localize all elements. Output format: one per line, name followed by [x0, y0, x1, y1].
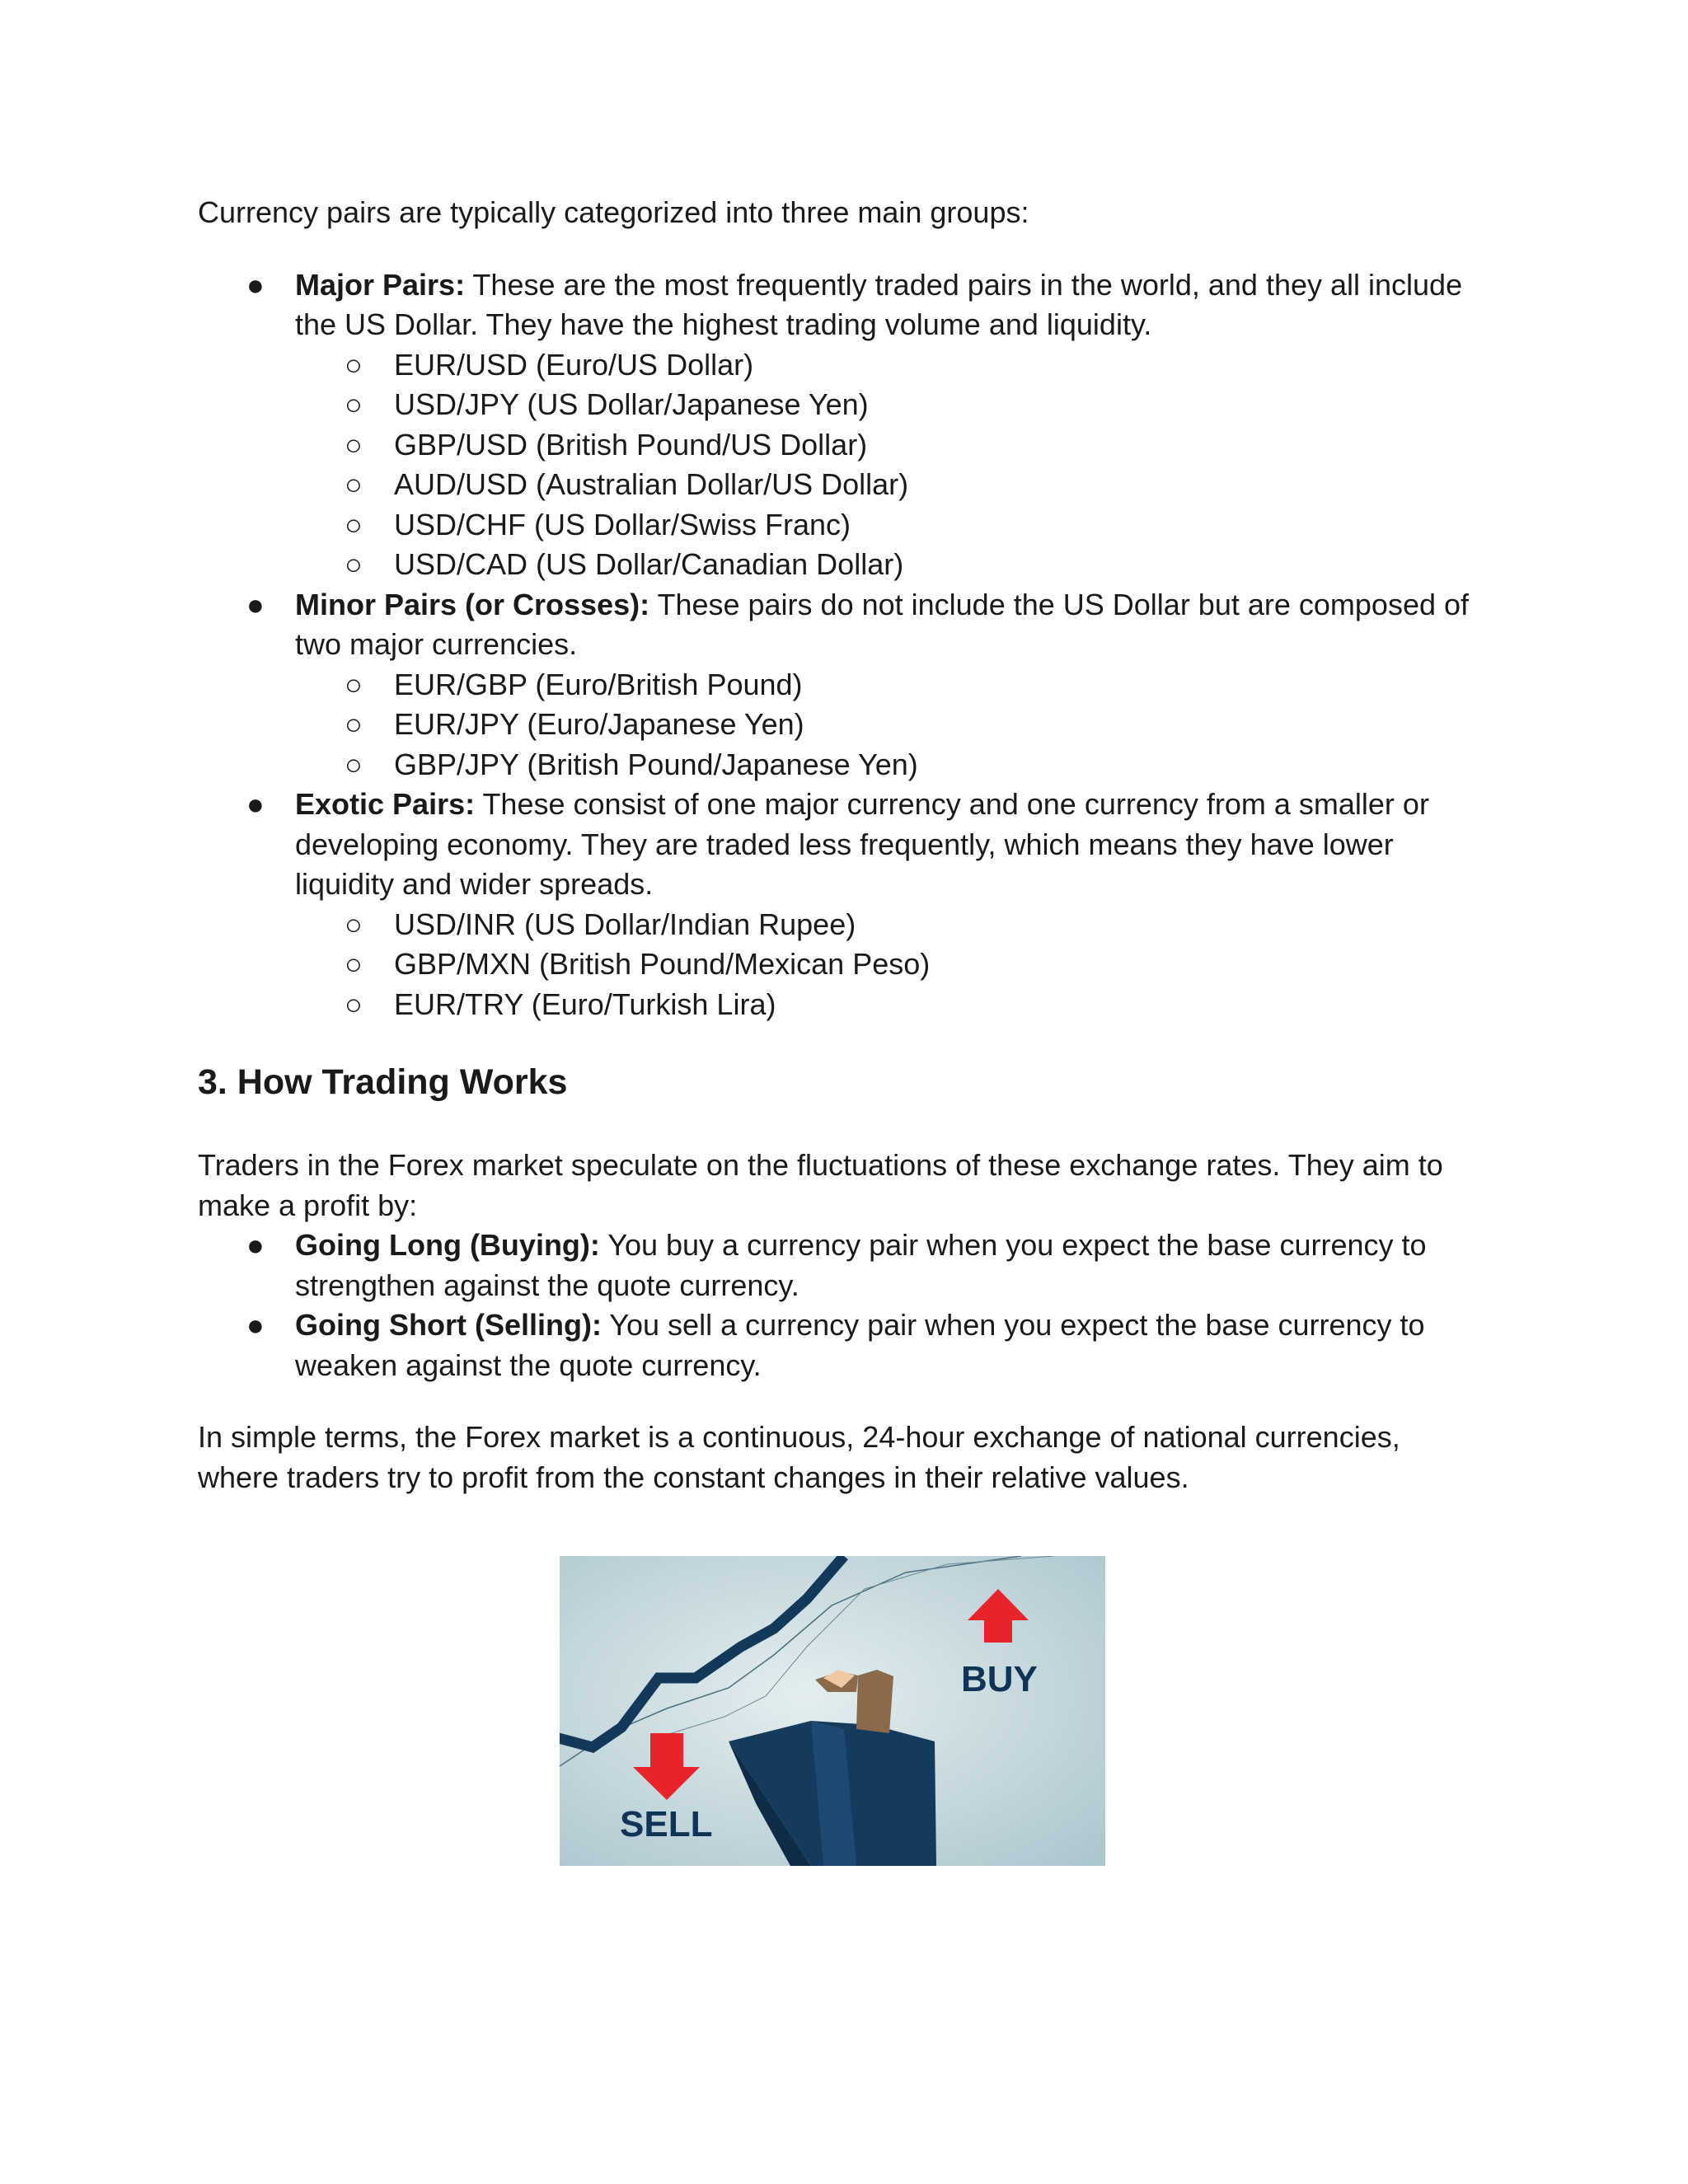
- list-item: [295, 944, 1484, 985]
- figure-head: [856, 1670, 893, 1733]
- pair-label: GBP/MXN (British Pound/Mexican Peso): [394, 947, 931, 981]
- list-item-text: These pairs do not include the US Dollar but are composed of two major currencies.: [295, 587, 1470, 661]
- bullet-glyph: ●: [246, 1308, 265, 1342]
- circle-bullet: ○: [345, 707, 363, 741]
- list-item: [295, 985, 1484, 1025]
- list-item: [295, 385, 1484, 425]
- list-item-title: Exotic Pairs:: [295, 787, 476, 821]
- list-item: [295, 665, 1484, 705]
- pair-label: USD/CHF (US Dollar/Swiss Franc): [394, 507, 851, 541]
- bullet-glyph: ●: [246, 587, 265, 621]
- list-item: [295, 545, 1484, 585]
- list-item: [295, 905, 1484, 945]
- pair-label: AUD/USD (Australian Dollar/US Dollar): [394, 467, 909, 501]
- list-item: [295, 745, 1484, 785]
- circle-bullet: ○: [345, 507, 363, 541]
- list-item: [295, 425, 1484, 466]
- list-item-title: Minor Pairs (or Crosses):: [295, 587, 650, 621]
- bullet-glyph: ●: [246, 1228, 265, 1262]
- list-item-exotic-pairs: [198, 785, 1484, 1024]
- pair-label: USD/CAD (US Dollar/Canadian Dollar): [394, 547, 904, 581]
- sell-label: SELL: [620, 1804, 713, 1844]
- pair-label: GBP/JPY (British Pound/Japanese Yen): [394, 747, 918, 781]
- circle-bullet: ○: [345, 987, 363, 1021]
- exotic-pairs-sublist: [295, 905, 1484, 1025]
- minor-pairs-sublist: [295, 665, 1484, 785]
- bullet-glyph: ●: [246, 267, 265, 302]
- circle-bullet: ○: [345, 387, 363, 421]
- list-item-going-short: [198, 1305, 1484, 1385]
- trading-points-list: [198, 1226, 1484, 1385]
- list-item-major-pairs: [198, 265, 1484, 585]
- buy-sell-illustration: [560, 1556, 1105, 1866]
- circle-bullet: ○: [345, 747, 363, 781]
- pair-label: EUR/USD (Euro/US Dollar): [394, 347, 754, 382]
- list-item-text: You sell a currency pair when you expect the base currency to weaken against the quote currency.: [295, 1308, 1425, 1382]
- list-item: [295, 705, 1484, 745]
- trading-intro-paragraph: Traders in the Forex market speculate on the fluctuations of these exchange rates. They aim to make a profit by:: [198, 1148, 1443, 1222]
- section-heading: 3. How Trading Works: [198, 1062, 568, 1102]
- list-item-text: These consist of one major currency and one currency from a smaller or developing economy. They are traded less frequently, which means they have lower liquidity and wider spreads.: [295, 787, 1429, 901]
- summary-paragraph: In simple terms, the Forex market is a continuous, 24-hour exchange of national currencies, where traders try to profit from the constant changes in their relative values.: [198, 1420, 1400, 1494]
- circle-bullet: ○: [345, 347, 363, 382]
- pair-label: EUR/GBP (Euro/British Pound): [394, 667, 803, 701]
- circle-bullet: ○: [345, 467, 363, 501]
- list-item-minor-pairs: [198, 585, 1484, 785]
- forex-illustration: [560, 1556, 1105, 1866]
- intro-paragraph: Currency pairs are typically categorized into three main groups:: [198, 195, 1029, 229]
- bullet-glyph: ●: [246, 787, 265, 821]
- list-item-title: Going Short (Selling):: [295, 1308, 602, 1342]
- list-item-going-long: [198, 1226, 1484, 1305]
- circle-bullet: ○: [345, 667, 363, 701]
- list-item: [295, 465, 1484, 505]
- list-item-title: Major Pairs:: [295, 267, 466, 302]
- list-item: [295, 345, 1484, 386]
- circle-bullet: ○: [345, 947, 363, 981]
- document-page: [198, 193, 1484, 1497]
- list-item-text: You buy a currency pair when you expect the base currency to strengthen against the quote currency.: [295, 1228, 1427, 1302]
- circle-bullet: ○: [345, 547, 363, 581]
- pair-groups-list: [198, 265, 1484, 1025]
- list-item: [295, 505, 1484, 546]
- pair-label: USD/JPY (US Dollar/Japanese Yen): [394, 387, 869, 421]
- buy-label: BUY: [961, 1659, 1038, 1699]
- major-pairs-sublist: [295, 345, 1484, 585]
- pair-label: USD/INR (US Dollar/Indian Rupee): [394, 907, 856, 941]
- list-item-title: Going Long (Buying):: [295, 1228, 600, 1262]
- circle-bullet: ○: [345, 907, 363, 941]
- circle-bullet: ○: [345, 427, 363, 462]
- pair-label: GBP/USD (British Pound/US Dollar): [394, 427, 868, 462]
- list-item-text: These are the most frequently traded pairs in the world, and they all include the US Dollar. They have the highest trading volume and liquidity.: [295, 267, 1463, 341]
- pair-label: EUR/JPY (Euro/Japanese Yen): [394, 707, 804, 741]
- pair-label: EUR/TRY (Euro/Turkish Lira): [394, 987, 776, 1021]
